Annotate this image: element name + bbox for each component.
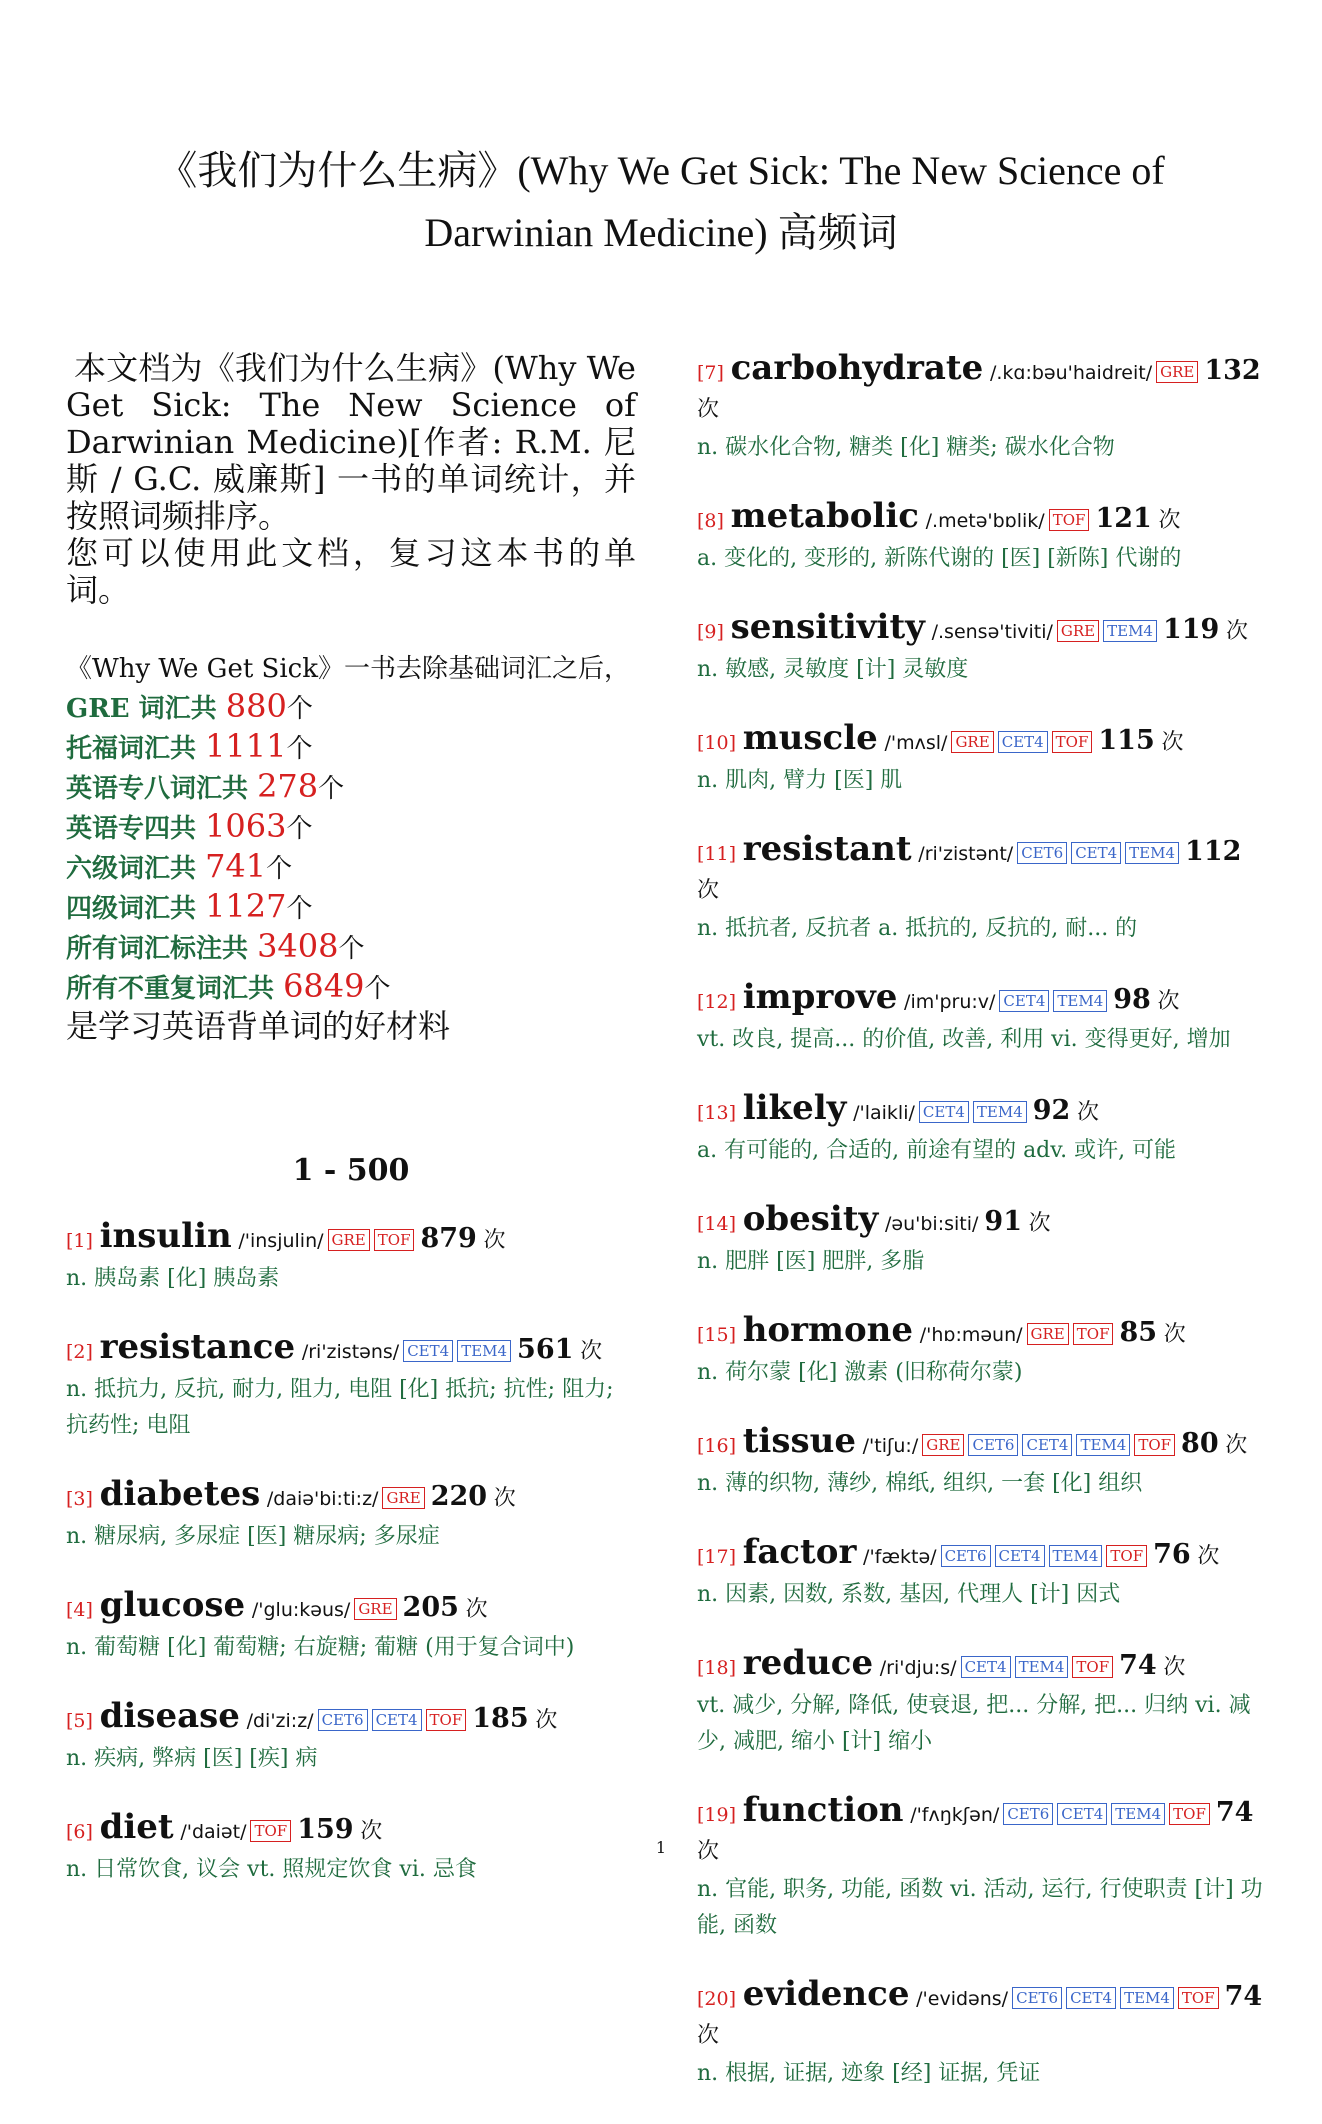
- entry-count: 879: [420, 1223, 477, 1254]
- exam-tag-badge: TEM4: [1103, 620, 1157, 642]
- word-entry: [697, 1792, 1267, 1944]
- count-suffix: 次: [1077, 1100, 1100, 1125]
- entry-word: muscle: [742, 718, 878, 758]
- page-number: 1: [655, 1838, 667, 1857]
- entry-definition: n. 敏感, 灵敏度 [计] 灵敏度: [697, 657, 969, 682]
- entry-head: [66, 1329, 636, 1370]
- entry-index: [12]: [697, 991, 737, 1013]
- exam-tag-badge: GRE: [1027, 1323, 1069, 1345]
- exam-tag-badge: GRE: [382, 1487, 424, 1509]
- exam-tag-badge: GRE: [1057, 620, 1099, 642]
- exam-tag-badge: CET6: [941, 1545, 991, 1567]
- entry-phonetic: /im'pru:v/: [904, 991, 996, 1013]
- entry-phonetic: /'fʌŋkʃən/: [910, 1804, 1000, 1826]
- entry-definition: n. 糖尿病, 多尿症 [医] 糖尿病; 多尿症: [66, 1524, 440, 1549]
- word-entry: [697, 1090, 1267, 1169]
- stat-unit: 个: [338, 934, 365, 964]
- entry-word: evidence: [742, 1974, 910, 2014]
- entry-index: [9]: [697, 621, 724, 643]
- entry-head: [66, 1698, 636, 1739]
- entry-head: [697, 609, 1267, 650]
- entry-index: [8]: [697, 510, 724, 532]
- entry-phonetic: /'glu:kəus/: [251, 1599, 351, 1621]
- word-entry: [697, 979, 1267, 1058]
- entry-word: resistance: [99, 1327, 296, 1367]
- entry-index: [13]: [697, 1102, 737, 1124]
- stat-label: 所有不重复词汇共: [66, 974, 284, 1004]
- stat-label: GRE 词汇共: [66, 694, 226, 724]
- stat-row: [66, 688, 636, 728]
- count-suffix: 次: [465, 1597, 488, 1622]
- stat-label: 四级词汇共: [66, 894, 206, 924]
- entry-count: 76: [1153, 1539, 1191, 1570]
- entry-head: [697, 1976, 1267, 2054]
- stat-row: [66, 848, 636, 888]
- entry-phonetic: /'fæktə/: [863, 1546, 937, 1568]
- entry-count: 115: [1098, 725, 1155, 756]
- entry-phonetic: /'evidəns/: [916, 1988, 1009, 2010]
- entry-word: carbohydrate: [730, 348, 984, 388]
- entry-head: [66, 1476, 636, 1517]
- entry-phonetic: /'mʌsl/: [884, 732, 948, 754]
- word-entry: [697, 1976, 1267, 2092]
- word-entry: [66, 1218, 636, 1297]
- exam-tag-badge: TOF: [1049, 509, 1090, 531]
- count-suffix: 次: [1163, 1322, 1186, 1347]
- exam-tag-badge: CET6: [968, 1434, 1018, 1456]
- entry-index: [1]: [66, 1230, 93, 1252]
- count-suffix: 次: [535, 1708, 558, 1733]
- entry-index: [2]: [66, 1341, 93, 1363]
- entry-count: 74: [1224, 1981, 1263, 2012]
- entry-index: [5]: [66, 1710, 93, 1732]
- entry-word: factor: [742, 1532, 857, 1572]
- entry-definition: n. 荷尔蒙 [化] 激素 (旧称荷尔蒙): [697, 1360, 1023, 1385]
- right-column: [697, 350, 1267, 2124]
- entry-index: [11]: [697, 843, 737, 865]
- stat-row: [66, 968, 636, 1008]
- entry-count: 119: [1162, 614, 1220, 645]
- entry-word: likely: [742, 1088, 847, 1128]
- exam-tag-badge: GRE: [328, 1229, 370, 1251]
- exam-tag-badge: TEM4: [1076, 1434, 1130, 1456]
- exam-tag-badge: TEM4: [1125, 842, 1179, 864]
- entry-definition: a. 变化的, 变形的, 新陈代谢的 [医] [新陈] 代谢的: [697, 546, 1182, 571]
- entry-head: [697, 498, 1267, 539]
- entry-word: improve: [742, 977, 898, 1017]
- exam-tag-badge: CET6: [1003, 1803, 1053, 1825]
- entry-definition: n. 抵抗者, 反抗者 a. 抵抗的, 反抗的, 耐... 的: [697, 916, 1138, 941]
- entry-index: [10]: [697, 732, 737, 754]
- entry-phonetic: /ri'zistənt/: [918, 843, 1014, 865]
- entry-phonetic: /ri'zistəns/: [301, 1341, 400, 1363]
- word-entry: [697, 1423, 1267, 1502]
- exam-tag-badge: TOF: [1073, 1323, 1114, 1345]
- entry-count: 80: [1181, 1428, 1219, 1459]
- entry-word: sensitivity: [730, 607, 925, 647]
- entry-phonetic: /ri'dju:s/: [879, 1657, 957, 1679]
- exam-tag-badge: TOF: [1072, 1656, 1113, 1678]
- word-entry: [66, 1329, 636, 1444]
- count-suffix: 次: [697, 2023, 720, 2048]
- entry-count: 220: [430, 1481, 488, 1512]
- exam-tag-badge: CET4: [1066, 1987, 1116, 2009]
- document-title: [0, 140, 1322, 264]
- exam-tag-badge: CET4: [919, 1101, 969, 1123]
- entry-count: 74: [1215, 1797, 1254, 1828]
- stat-label: 英语专四共: [66, 814, 206, 844]
- exam-tag-badge: CET4: [372, 1709, 422, 1731]
- entry-word: resistant: [742, 829, 912, 869]
- stat-row: [66, 768, 636, 808]
- stat-row: [66, 888, 636, 928]
- stat-number: 1127: [205, 887, 287, 925]
- entry-definition: n. 官能, 职务, 功能, 函数 vi. 活动, 运行, 行使职责 [计] 功能, 函数: [697, 1877, 1263, 1938]
- entry-head: [697, 720, 1267, 761]
- entry-index: [7]: [697, 362, 724, 384]
- exam-tag-badge: TOF: [1169, 1803, 1210, 1825]
- entry-head: [697, 831, 1267, 909]
- exam-tag-badge: GRE: [1156, 361, 1198, 383]
- entry-head: [697, 350, 1267, 428]
- exam-tag-badge: TOF: [426, 1709, 467, 1731]
- stat-unit: 个: [286, 894, 313, 924]
- exam-tag-badge: TEM4: [1111, 1803, 1165, 1825]
- stat-unit: 个: [318, 774, 345, 804]
- exam-tag-badge: TEM4: [1120, 1987, 1174, 2009]
- exam-tag-badge: TOF: [1106, 1545, 1147, 1567]
- entry-definition: n. 日常饮食, 议会 vt. 照规定饮食 vi. 忌食: [66, 1857, 477, 1882]
- exam-tag-badge: CET6: [1017, 842, 1067, 864]
- exam-tag-badge: CET4: [1057, 1803, 1107, 1825]
- exam-tag-badge: TOF: [374, 1229, 415, 1251]
- entry-count: 91: [984, 1206, 1022, 1237]
- entry-word: obesity: [742, 1199, 879, 1239]
- word-entry: [697, 720, 1267, 799]
- word-entry: [697, 498, 1267, 577]
- entry-word: tissue: [742, 1421, 856, 1461]
- exam-tag-badge: CET4: [1022, 1434, 1072, 1456]
- exam-tag-badge: CET4: [999, 990, 1049, 1012]
- intro-text-2: 您可以使用此文档，复习这本书的单词。: [66, 534, 636, 609]
- count-suffix: 次: [1226, 619, 1249, 644]
- left-column: [66, 350, 636, 1920]
- entry-index: [15]: [697, 1324, 737, 1346]
- entry-head: [697, 979, 1267, 1020]
- entry-definition: n. 碳水化合物, 糖类 [化] 糖类; 碳水化合物: [697, 435, 1115, 460]
- stat-number: 3408: [257, 927, 339, 965]
- stat-unit: 个: [286, 814, 313, 844]
- entry-index: [4]: [66, 1599, 93, 1621]
- exam-tag-badge: CET4: [1071, 842, 1121, 864]
- exam-tag-badge: GRE: [951, 731, 993, 753]
- intro-paragraph: [66, 350, 636, 609]
- entry-definition: n. 胰岛素 [化] 胰岛素: [66, 1266, 280, 1291]
- word-entry: [697, 1645, 1267, 1760]
- stat-number: 278: [257, 767, 319, 805]
- count-suffix: 次: [1163, 1655, 1186, 1680]
- word-entry: [697, 831, 1267, 947]
- entry-word: diabetes: [99, 1474, 261, 1514]
- word-entry: [697, 350, 1267, 466]
- entry-phonetic: /'laikli/: [853, 1102, 915, 1124]
- exam-tag-badge: TEM4: [1053, 990, 1107, 1012]
- entry-index: [18]: [697, 1657, 737, 1679]
- count-suffix: 次: [483, 1228, 506, 1253]
- entry-definition: n. 葡萄糖 [化] 葡萄糖; 右旋糖; 葡糖 (用于复合词中): [66, 1635, 575, 1660]
- entry-index: [6]: [66, 1821, 93, 1843]
- entry-count: 92: [1032, 1095, 1071, 1126]
- title-line-1: 《我们为什么生病》(Why We Get Sick: The New Science of: [157, 148, 1165, 193]
- entry-phonetic: /.metə'bɒlik/: [925, 510, 1045, 532]
- exam-tag-badge: GRE: [354, 1598, 396, 1620]
- count-suffix: 次: [697, 1839, 720, 1864]
- stat-unit: 个: [364, 974, 391, 1004]
- exam-tag-badge: TOF: [1178, 1987, 1219, 2009]
- exam-tag-badge: CET6: [318, 1709, 368, 1731]
- entry-count: 185: [472, 1703, 529, 1734]
- entry-count: 205: [402, 1592, 459, 1623]
- entry-phonetic: /.sensə'tiviti/: [931, 621, 1053, 643]
- entry-count: 74: [1119, 1650, 1157, 1681]
- entry-index: [17]: [697, 1546, 737, 1568]
- word-entry: [66, 1476, 636, 1555]
- entry-head: [697, 1645, 1267, 1686]
- stats-lead: 《Why We Get Sick》一书去除基础词汇之后，: [66, 654, 630, 684]
- entry-word: metabolic: [730, 496, 919, 536]
- entry-definition: n. 因素, 因数, 系数, 基因, 代理人 [计] 因式: [697, 1582, 1121, 1607]
- entry-word: glucose: [99, 1585, 246, 1625]
- entry-definition: n. 薄的织物, 薄纱, 棉纸, 组织, 一套 [化] 组织: [697, 1471, 1143, 1496]
- entry-index: [14]: [697, 1213, 737, 1235]
- count-suffix: 次: [697, 878, 720, 903]
- stat-row: [66, 928, 636, 968]
- exam-tag-badge: TOF: [1134, 1434, 1175, 1456]
- entry-head: [697, 1423, 1267, 1464]
- entry-phonetic: /.kɑ:bəu'haidreit/: [989, 362, 1153, 384]
- entry-definition: a. 有可能的, 合适的, 前途有望的 adv. 或许, 可能: [697, 1138, 1177, 1163]
- entry-word: diet: [99, 1807, 174, 1847]
- stats-closing: 是学习英语背单词的好材料: [66, 1007, 451, 1045]
- range-heading: 1 - 500: [292, 1153, 410, 1188]
- entry-definition: n. 疾病, 弊病 [医] [疾] 病: [66, 1746, 318, 1771]
- entry-count: 132: [1204, 355, 1261, 386]
- entry-phonetic: /daiə'bi:ti:z/: [266, 1488, 379, 1510]
- exam-tag-badge: CET4: [995, 1545, 1045, 1567]
- entry-phonetic: /'insjulin/: [238, 1230, 324, 1252]
- exam-tag-badge: TEM4: [1015, 1656, 1069, 1678]
- title-line-2: Darwinian Medicine) 高频词: [424, 210, 898, 255]
- count-suffix: 次: [1197, 1544, 1220, 1569]
- entry-count: 112: [1185, 836, 1242, 867]
- exam-tag-badge: TOF: [250, 1820, 291, 1842]
- right-entry-list: [697, 350, 1267, 2092]
- entry-index: [20]: [697, 1988, 737, 2010]
- entry-word: reduce: [742, 1643, 874, 1683]
- stat-number: 6849: [283, 967, 365, 1005]
- word-entry: [697, 1534, 1267, 1613]
- stat-unit: 个: [286, 734, 313, 764]
- stat-number: 880: [225, 687, 287, 725]
- entry-definition: vt. 减少, 分解, 降低, 使衰退, 把... 分解, 把... 归纳 vi. 减少, 减肥, 缩小 [计] 缩小: [697, 1693, 1251, 1754]
- entry-head: [697, 1534, 1267, 1575]
- vocab-stats: [66, 651, 636, 1045]
- exam-tag-badge: CET4: [403, 1340, 453, 1362]
- word-entry: [66, 1698, 636, 1777]
- stat-label: 所有词汇标注共: [66, 934, 258, 964]
- exam-tag-badge: TEM4: [1049, 1545, 1103, 1567]
- stat-unit: 个: [266, 854, 293, 884]
- entry-definition: n. 肌肉, 臂力 [医] 肌: [697, 768, 903, 793]
- entry-count: 561: [517, 1334, 574, 1365]
- entry-word: function: [742, 1790, 904, 1830]
- stat-unit: 个: [286, 694, 313, 724]
- entry-head: [697, 1201, 1267, 1242]
- exam-tag-badge: CET6: [1012, 1987, 1062, 2009]
- exam-tag-badge: TOF: [1052, 731, 1093, 753]
- stat-number: 1111: [205, 727, 287, 765]
- count-suffix: 次: [1028, 1211, 1051, 1236]
- exam-tag-badge: CET4: [961, 1656, 1011, 1678]
- entry-head: [697, 1090, 1267, 1131]
- entry-phonetic: /əu'bi:siti/: [885, 1213, 979, 1235]
- count-suffix: 次: [580, 1339, 603, 1364]
- entry-definition: n. 根据, 证据, 迹象 [经] 证据, 凭证: [697, 2061, 1041, 2086]
- entry-count: 98: [1113, 984, 1151, 1015]
- count-suffix: 次: [1161, 730, 1184, 755]
- stat-number: 1063: [205, 807, 287, 845]
- count-suffix: 次: [360, 1819, 383, 1844]
- entry-word: hormone: [742, 1310, 914, 1350]
- stat-label: 托福词汇共: [66, 734, 206, 764]
- entry-index: [16]: [697, 1435, 737, 1457]
- word-entry: [697, 1201, 1267, 1280]
- exam-tag-badge: TEM4: [973, 1101, 1027, 1123]
- exam-tag-badge: CET4: [998, 731, 1048, 753]
- word-entry: [697, 609, 1267, 688]
- entry-phonetic: /'tiʃu:/: [862, 1435, 919, 1457]
- entry-word: disease: [99, 1696, 240, 1736]
- entry-word: insulin: [99, 1216, 232, 1256]
- entry-head: [697, 1792, 1267, 1870]
- exam-tag-badge: GRE: [922, 1434, 964, 1456]
- stat-row: [66, 728, 636, 768]
- entry-index: [3]: [66, 1488, 93, 1510]
- entry-index: [19]: [697, 1804, 737, 1826]
- count-suffix: 次: [1157, 989, 1180, 1014]
- entry-count: 159: [297, 1814, 354, 1845]
- count-suffix: 次: [493, 1486, 516, 1511]
- stat-label: 英语专八词汇共: [66, 774, 258, 804]
- entry-head: [697, 1312, 1267, 1353]
- entry-head: [66, 1587, 636, 1628]
- entry-head: [66, 1218, 636, 1259]
- left-entry-list: [66, 1218, 636, 1888]
- intro-text-1: 本文档为《我们为什么生病》(Why We Get Sick: The New Science of Darwinian Medicine)[作者: R.M. 尼斯 / G.C. 威廉斯] 一书的单词统计，并按照词频排序。: [66, 349, 636, 535]
- stat-row: [66, 808, 636, 848]
- entry-phonetic: /'hɒ:məun/: [919, 1324, 1023, 1346]
- entry-phonetic: /di'zi:z/: [246, 1710, 314, 1732]
- count-suffix: 次: [697, 397, 720, 422]
- stat-number: 741: [205, 847, 267, 885]
- word-entry: [697, 1312, 1267, 1391]
- entry-count: 85: [1119, 1317, 1158, 1348]
- entry-definition: vt. 改良, 提高... 的价值, 改善, 利用 vi. 变得更好, 增加: [697, 1027, 1231, 1052]
- entry-phonetic: /'daiət/: [180, 1821, 247, 1843]
- entry-definition: n. 肥胖 [医] 肥胖, 多脂: [697, 1249, 925, 1274]
- entry-count: 121: [1095, 503, 1152, 534]
- count-suffix: 次: [1225, 1433, 1248, 1458]
- count-suffix: 次: [1158, 508, 1181, 533]
- exam-tag-badge: TEM4: [457, 1340, 511, 1362]
- word-entry: [66, 1587, 636, 1666]
- stat-label: 六级词汇共: [66, 854, 206, 884]
- entry-definition: n. 抵抗力, 反抗, 耐力, 阻力, 电阻 [化] 抵抗; 抗性; 阻力; 抗药性; 电阻: [66, 1377, 614, 1438]
